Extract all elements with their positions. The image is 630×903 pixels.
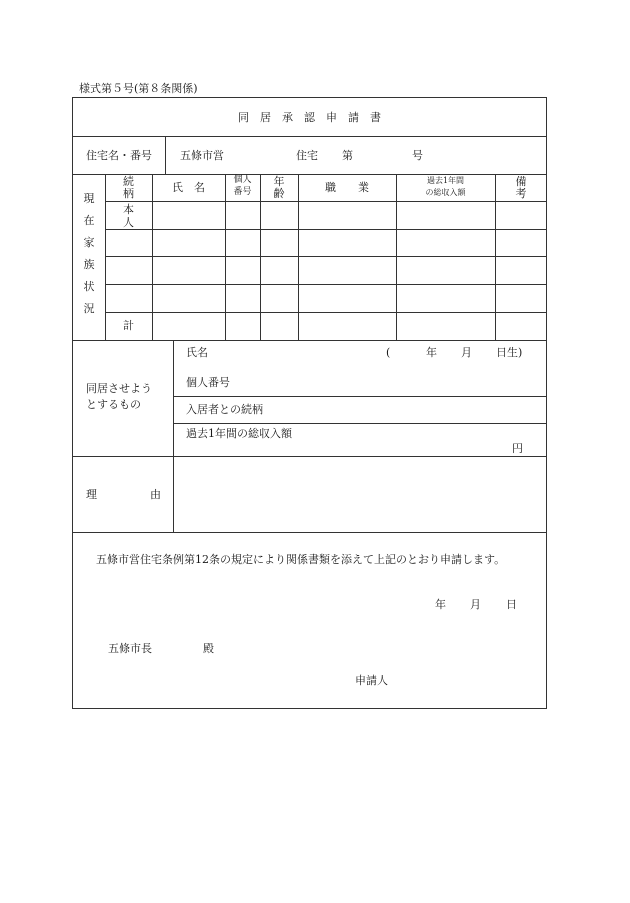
header-income-1: 過去1年間 [426,176,465,185]
form-number: 様式第５号(第８条関係) [79,82,198,95]
header-relation-1: 続 [123,175,134,188]
header-remarks-2: 考 [515,187,527,200]
honorific: 殿 [203,642,214,655]
address-label: 住宅名・番号 [86,149,152,162]
family-section-char: 状 [83,280,95,293]
divider [298,174,299,340]
self-label-2: 人 [123,216,134,229]
family-section-label [82,193,96,325]
divider [105,201,547,202]
housing-city: 五條市営 [180,149,224,162]
header-age-1: 年 [273,175,285,188]
reason-label-left: 理 [86,488,97,501]
cohabitant-label-1: 同居させよう [86,382,152,395]
divider [173,423,547,424]
header-age-2: 齢 [273,187,285,200]
applicant-label: 申請人 [355,674,388,687]
header-relation-2: 柄 [123,187,134,200]
divider [152,174,153,340]
date-year: 年 [435,598,446,611]
cohabitant-label-2: とするもの [86,398,141,411]
income-label: 過去1年間の総収入額 [186,427,292,440]
divider [105,312,547,313]
divider [72,532,547,533]
birth-month: 月 [461,346,472,359]
family-section-char: 在 [83,214,95,227]
divider [173,340,174,532]
self-label-1: 本 [123,203,134,216]
birth-year: 年 [426,346,437,359]
family-section-char: 家 [83,236,95,249]
header-occupation: 職 業 [325,181,369,194]
birth-open: ( [386,346,391,359]
divider [105,229,547,230]
divider [72,456,547,457]
header-personal-number-1: 個人 [233,175,252,185]
divider [105,284,547,285]
housing-go: 号 [412,149,423,162]
divider [72,174,547,175]
birth-day: 日生) [496,346,523,359]
declaration-statement: 五條市営住宅条例第12条の規定により関係書類を添えて上記のとおり申請します。 [96,553,506,566]
header-income-2: の総収入額 [425,188,466,197]
family-section-char: 況 [83,302,95,315]
date-month: 月 [470,598,481,611]
total-label: 計 [123,319,134,332]
header-name: 氏 名 [172,181,205,194]
personal-number-label: 個人番号 [186,376,230,389]
date-day: 日 [506,598,517,611]
divider [165,136,166,174]
yen-unit: 円 [512,442,523,455]
form-title: 同 居 承 認 申 請 書 [238,111,381,124]
mayor-title: 五條市長 [108,642,152,655]
divider [72,340,547,341]
housing-word: 住宅 [296,149,318,162]
header-personal-number-2: 番号 [233,187,252,197]
reason-label-right: 由 [150,488,161,501]
family-section-char: 現 [83,192,95,205]
divider [396,174,397,340]
housing-dai: 第 [342,149,353,162]
divider [72,136,547,137]
family-section-char: 族 [83,258,95,271]
header-remarks-1: 備 [515,175,527,188]
relationship-label: 入居者との続柄 [186,403,263,416]
divider [105,256,547,257]
cohabitant-name-label: 氏名 [186,346,208,359]
divider [225,174,226,340]
divider [173,396,547,397]
